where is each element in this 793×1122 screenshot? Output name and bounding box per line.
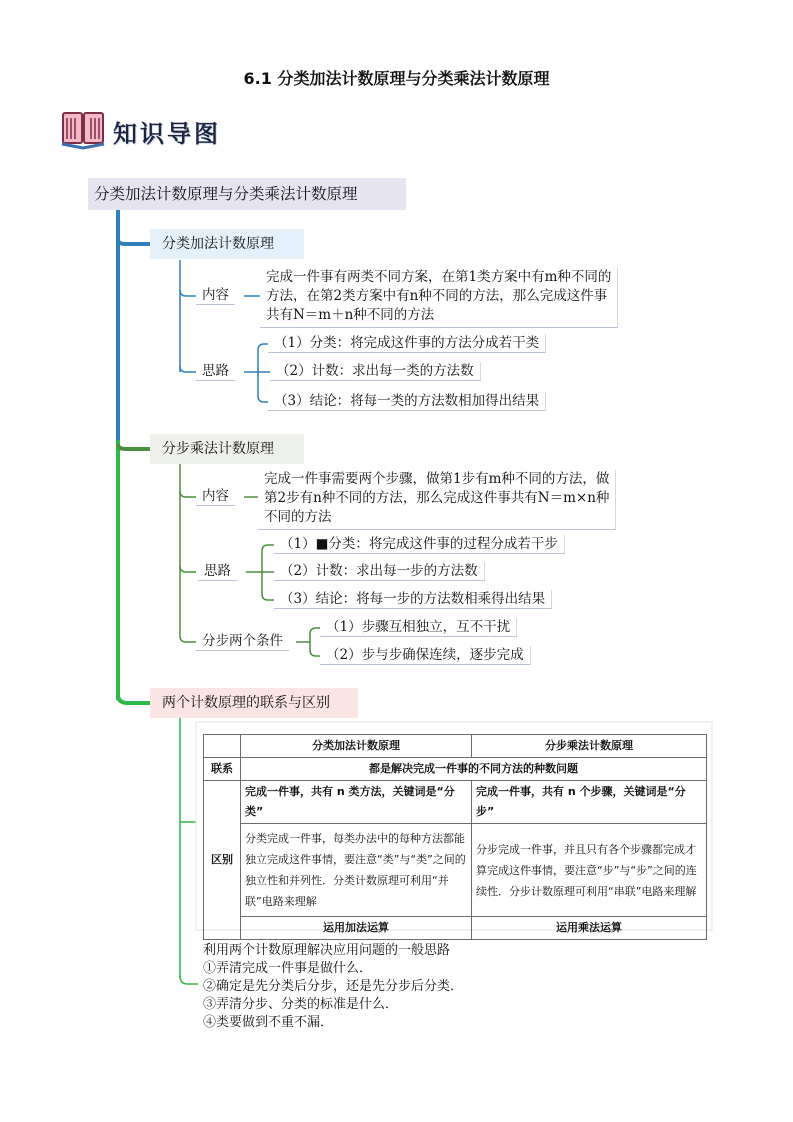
content-line: 共有N＝m＋n种不同的方法 (266, 307, 435, 323)
table-cell: 都是解决完成一件事的不同方法的种数问题 (241, 758, 707, 781)
strategy-item: ③弄清分步、分类的标准是什么． (203, 997, 399, 1012)
strategy-heading: 利用两个计数原理解决应用问题的一般思路 (203, 943, 451, 958)
root-node: 分类加法计数原理与分类乘法计数原理 (88, 178, 406, 210)
table-cell: 完成一件事，共有 n 个步骤，关键词是“分步” (472, 781, 707, 824)
branch-multiplication-idea-label: 思路 (198, 562, 237, 581)
table-cell: 运用加法运算 (241, 917, 472, 940)
multiplication-cond-item: （1）步骤互相独立，互不干扰 (320, 618, 517, 637)
content-line: 不同的方法 (264, 509, 332, 525)
content-line: 完成一件事需要两个步骤，做第1步有m种不同的方法，做 (264, 471, 610, 487)
addition-idea-item: （1）分类：将完成这件事的方法分成若干类 (268, 334, 546, 353)
branch-multiplication-content (258, 470, 616, 530)
comparison-table (203, 734, 707, 940)
multiplication-idea-item: （3）结论：将每一步的方法数相乘得出结果 (274, 590, 552, 609)
strategy-item: ①弄清完成一件事是做什么． (203, 961, 373, 976)
addition-idea-item: （3）结论：将每一类的方法数相加得出结果 (268, 392, 546, 411)
content-line: 第2步有n种不同的方法，那么完成这件事共有N＝m×n种 (264, 490, 610, 506)
addition-idea-item: （2）计数：求出每一类的方法数 (270, 362, 481, 381)
strategy-item: ②确定是先分类后分步，还是先分步后分类． (203, 979, 464, 994)
table-row (204, 735, 707, 758)
content-line: 完成一件事有两类不同方案，在第1类方案中有m种不同的 (266, 269, 612, 285)
branch-addition-content-label: 内容 (196, 286, 235, 305)
branch-relation-title: 两个计数原理的联系与区别 (150, 688, 358, 718)
table-row-label: 联系 (204, 758, 241, 781)
branch-addition-title: 分类加法计数原理 (150, 229, 304, 259)
table-row (204, 824, 707, 917)
table-header-addition: 分类加法计数原理 (241, 735, 472, 758)
multiplication-idea-item: （2）计数：求出每一步的方法数 (274, 562, 485, 581)
branch-addition-content (260, 268, 618, 328)
table-cell: 运用乘法运算 (472, 917, 707, 940)
branch-multiplication-content-label: 内容 (196, 487, 235, 506)
banner-title: 知识导图 (113, 119, 221, 148)
table-header-multiplication: 分步乘法计数原理 (472, 735, 707, 758)
strategy-block (203, 942, 463, 1032)
multiplication-idea-item: （1）■分类：将完成这件事的过程分成若干步 (274, 535, 565, 554)
multiplication-cond-item: （2）步与步确保连续，逐步完成 (320, 646, 531, 665)
table-row (204, 917, 707, 940)
page-title: 6.1 分类加法计数原理与分类乘法计数原理 (243, 69, 550, 88)
table-row (204, 758, 707, 781)
table-cell: 分类完成一件事，每类办法中的每种方法都能独立完成这件事情，要注意“类”与“类”之间的独立性和并列性．分类计数原理可利用“并联”电路来理解 (241, 824, 472, 917)
branch-addition-idea-label: 思路 (196, 362, 235, 381)
table-cell: 完成一件事，共有 n 类方法，关键词是“分类” (241, 781, 472, 824)
branch-multiplication-title: 分步乘法计数原理 (150, 434, 304, 464)
table-corner (204, 735, 241, 758)
content-line: 方法，在第2类方案中有n种不同的方法，那么完成这件事 (266, 288, 608, 304)
table-row (204, 781, 707, 824)
strategy-item: ④类要做到不重不漏． (203, 1015, 334, 1030)
branch-multiplication-cond-label: 分步两个条件 (196, 632, 289, 651)
table-cell: 分步完成一件事，并且只有各个步骤都完成才算完成这件事情，要注意“步”与“步”之间的连续性．分步计数原理可利用“串联”电路来理解 (472, 824, 707, 917)
table-row-label: 区别 (204, 781, 241, 940)
